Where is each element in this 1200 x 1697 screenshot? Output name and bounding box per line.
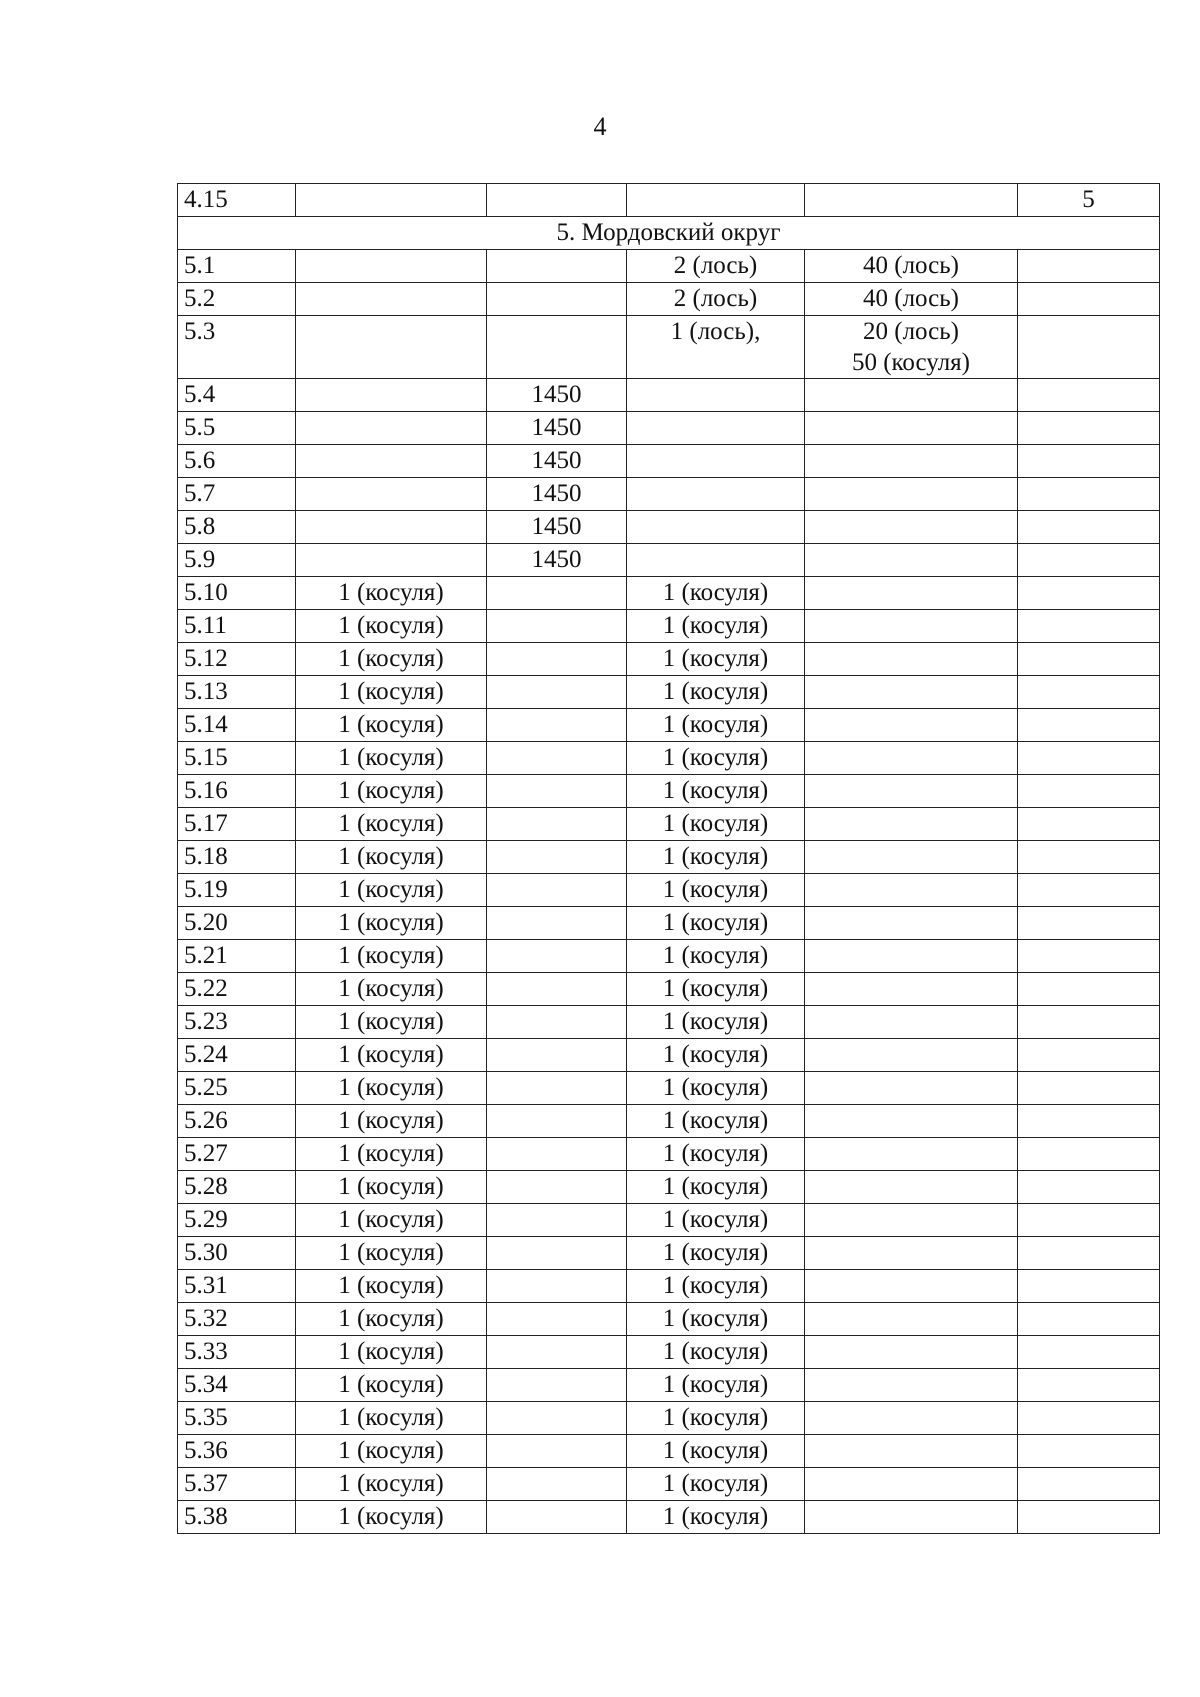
table-cell [627, 511, 805, 544]
row-number-cell: 5.27 [178, 1138, 296, 1171]
table-cell [487, 907, 627, 940]
table-cell [487, 973, 627, 1006]
table-row [178, 1303, 1160, 1336]
table-cell: 1 (косуля) [627, 709, 805, 742]
table-cell [805, 544, 1018, 577]
table-cell [487, 1138, 627, 1171]
table-cell [487, 610, 627, 643]
row-number-cell: 5.14 [178, 709, 296, 742]
table-cell: 1 (косуля) [627, 1138, 805, 1171]
table-cell: 1 (косуля) [627, 940, 805, 973]
table-cell: 1 (косуля) [296, 907, 487, 940]
table-cell [296, 544, 487, 577]
table-row [178, 610, 1160, 643]
table-cell [805, 1204, 1018, 1237]
table-cell: 20 (лось) 50 (косуля) [805, 316, 1018, 379]
table-cell [1018, 973, 1160, 1006]
table-row [178, 1039, 1160, 1072]
section-header-row [178, 217, 1160, 250]
table-cell [487, 775, 627, 808]
table-row [178, 1006, 1160, 1039]
row-number-cell: 5.21 [178, 940, 296, 973]
table-cell [487, 874, 627, 907]
data-table [177, 183, 1160, 1534]
table-cell: 1 (косуля) [296, 874, 487, 907]
table-cell: 1 (косуля) [627, 1501, 805, 1534]
row-number-cell: 5.6 [178, 445, 296, 478]
table-cell [1018, 610, 1160, 643]
table-cell [805, 808, 1018, 841]
table-row [178, 544, 1160, 577]
table-cell: 5 [1018, 184, 1160, 217]
row-number-cell: 5.19 [178, 874, 296, 907]
table-cell: 1 (косуля) [296, 676, 487, 709]
table-cell [487, 808, 627, 841]
table-cell: 1 (косуля) [627, 1171, 805, 1204]
row-number-cell: 5.17 [178, 808, 296, 841]
table-row [178, 1270, 1160, 1303]
table-cell [805, 742, 1018, 775]
table-cell: 1450 [487, 511, 627, 544]
table-cell [487, 316, 627, 379]
table-cell: 1 (косуля) [627, 874, 805, 907]
table-cell [805, 1039, 1018, 1072]
table-row [178, 412, 1160, 445]
table-cell [805, 1369, 1018, 1402]
table-cell [487, 1303, 627, 1336]
row-number-cell: 5.16 [178, 775, 296, 808]
table-cell [296, 478, 487, 511]
table-cell [627, 379, 805, 412]
table-row [178, 316, 1160, 379]
table-row [178, 1204, 1160, 1237]
table-cell: 1 (косуля) [627, 1204, 805, 1237]
table-cell [1018, 379, 1160, 412]
table-row [178, 478, 1160, 511]
table-cell [805, 1171, 1018, 1204]
table-cell: 1 (косуля) [627, 1072, 805, 1105]
table-cell [487, 1171, 627, 1204]
page-number: 4 [593, 112, 607, 141]
table-row [178, 1105, 1160, 1138]
table-cell: 1 (косуля) [627, 907, 805, 940]
table-row [178, 577, 1160, 610]
table-cell [1018, 283, 1160, 316]
table-row [178, 250, 1160, 283]
table-row [178, 1072, 1160, 1105]
table-cell: 1 (косуля) [627, 1402, 805, 1435]
table-cell: 1 (косуля) [296, 940, 487, 973]
table-cell [487, 1006, 627, 1039]
row-number-cell: 5.2 [178, 283, 296, 316]
table-row [178, 907, 1160, 940]
table-cell: 40 (лось) [805, 250, 1018, 283]
table-cell [1018, 478, 1160, 511]
row-number-cell: 5.24 [178, 1039, 296, 1072]
table-cell [1018, 1435, 1160, 1468]
table-cell [1018, 1369, 1160, 1402]
table-cell [1018, 445, 1160, 478]
table-cell [487, 709, 627, 742]
table-cell [1018, 874, 1160, 907]
table-cell: 1 (косуля) [627, 676, 805, 709]
table-cell [1018, 940, 1160, 973]
table-cell: 1 (косуля) [296, 709, 487, 742]
table-cell: 1 (косуля) [296, 1072, 487, 1105]
table-cell [627, 184, 805, 217]
table-cell: 1 (косуля) [296, 1501, 487, 1534]
table-cell: 1 (косуля) [627, 610, 805, 643]
table-cell: 1 (косуля) [627, 841, 805, 874]
row-number-cell: 5.18 [178, 841, 296, 874]
table-cell: 1 (косуля) [296, 775, 487, 808]
table-cell: 1 (косуля) [296, 742, 487, 775]
row-number-cell: 5.34 [178, 1369, 296, 1402]
table-cell [1018, 544, 1160, 577]
table-row [178, 1171, 1160, 1204]
table-cell [1018, 1171, 1160, 1204]
table-row [178, 742, 1160, 775]
row-number-cell: 5.26 [178, 1105, 296, 1138]
table-cell: 1 (косуля) [296, 973, 487, 1006]
table-cell: 1450 [487, 544, 627, 577]
table-cell [805, 1138, 1018, 1171]
row-number-cell: 5.37 [178, 1468, 296, 1501]
table-row [178, 1468, 1160, 1501]
table-cell [487, 184, 627, 217]
table-cell [1018, 1039, 1160, 1072]
table-cell [805, 775, 1018, 808]
table-cell [805, 610, 1018, 643]
table-cell: 1 (косуля) [627, 577, 805, 610]
table-row [178, 1501, 1160, 1534]
row-number-cell: 5.7 [178, 478, 296, 511]
row-number-cell: 5.33 [178, 1336, 296, 1369]
table-cell: 1 (косуля) [627, 1006, 805, 1039]
table-cell [1018, 511, 1160, 544]
table-row [178, 676, 1160, 709]
table-cell: 1 (косуля) [627, 1105, 805, 1138]
table-cell [805, 577, 1018, 610]
table-row [178, 775, 1160, 808]
table-row [178, 709, 1160, 742]
table-cell [805, 1270, 1018, 1303]
table-cell [1018, 1468, 1160, 1501]
table-cell: 1450 [487, 445, 627, 478]
table-cell: 2 (лось) [627, 283, 805, 316]
table-cell: 1 (косуля) [296, 1303, 487, 1336]
table-row [178, 841, 1160, 874]
table-cell: 1 (косуля) [627, 1468, 805, 1501]
table-cell [1018, 1336, 1160, 1369]
table-cell: 1 (косуля) [296, 1468, 487, 1501]
table-cell: 1 (косуля) [627, 1270, 805, 1303]
row-number-cell: 5.10 [178, 577, 296, 610]
table-cell [1018, 250, 1160, 283]
table-cell [1018, 643, 1160, 676]
table-cell [1018, 742, 1160, 775]
table-cell [487, 1501, 627, 1534]
table-cell [1018, 1237, 1160, 1270]
table-row [178, 1336, 1160, 1369]
table-cell [1018, 1270, 1160, 1303]
table-row [178, 379, 1160, 412]
table-cell [1018, 1072, 1160, 1105]
table-cell [487, 1402, 627, 1435]
table-cell: 1 (косуля) [627, 1369, 805, 1402]
table-cell [487, 1072, 627, 1105]
table-cell: 1 (косуля) [296, 643, 487, 676]
table-row [178, 283, 1160, 316]
row-number-cell: 5.11 [178, 610, 296, 643]
row-number-cell: 5.31 [178, 1270, 296, 1303]
table-cell [805, 184, 1018, 217]
table-cell [805, 1468, 1018, 1501]
row-number-cell: 5.38 [178, 1501, 296, 1534]
table-cell: 1 (косуля) [296, 610, 487, 643]
table-cell [805, 1501, 1018, 1534]
table-cell [805, 1006, 1018, 1039]
table-cell: 1 (косуля) [296, 1039, 487, 1072]
table-cell [487, 1435, 627, 1468]
table-cell [487, 940, 627, 973]
row-number-cell: 5.30 [178, 1237, 296, 1270]
row-number-cell: 5.29 [178, 1204, 296, 1237]
table-cell [805, 1072, 1018, 1105]
table-cell: 1 (косуля) [296, 1369, 487, 1402]
row-number-cell: 5.25 [178, 1072, 296, 1105]
table-cell [627, 544, 805, 577]
table-cell [1018, 316, 1160, 379]
table-cell [296, 184, 487, 217]
row-number-cell: 5.12 [178, 643, 296, 676]
row-number-cell: 5.4 [178, 379, 296, 412]
table-cell [1018, 1006, 1160, 1039]
row-number-cell: 5.8 [178, 511, 296, 544]
table-cell: 1 (косуля) [627, 808, 805, 841]
table-cell [627, 412, 805, 445]
table-cell [627, 478, 805, 511]
row-number-cell: 5.5 [178, 412, 296, 445]
table-row [178, 1138, 1160, 1171]
table-cell [805, 1336, 1018, 1369]
row-number-cell: 4.15 [178, 184, 296, 217]
table-cell [805, 445, 1018, 478]
table-cell [487, 1105, 627, 1138]
table-cell [627, 445, 805, 478]
table-cell: 1 (косуля) [296, 1270, 487, 1303]
row-number-cell: 5.20 [178, 907, 296, 940]
table-cell: 1 (косуля) [627, 1039, 805, 1072]
table-cell [1018, 1402, 1160, 1435]
table-cell: 1 (косуля) [296, 1006, 487, 1039]
table-cell [487, 841, 627, 874]
table-cell [1018, 841, 1160, 874]
table-row [178, 643, 1160, 676]
table-cell [487, 1468, 627, 1501]
table-row [178, 808, 1160, 841]
table-cell: 1 (косуля) [627, 1336, 805, 1369]
table-cell: 1 (косуля) [627, 1303, 805, 1336]
table-cell [1018, 577, 1160, 610]
table-row [178, 511, 1160, 544]
table-cell [805, 1303, 1018, 1336]
table-cell [296, 445, 487, 478]
table-cell [805, 1105, 1018, 1138]
table-cell [1018, 907, 1160, 940]
table-body [178, 184, 1160, 1534]
table-cell [487, 1204, 627, 1237]
table-cell [296, 511, 487, 544]
table-row [178, 1402, 1160, 1435]
table-cell: 1450 [487, 412, 627, 445]
table-cell: 1 (косуля) [296, 1402, 487, 1435]
table-cell [487, 250, 627, 283]
table-cell: 1 (косуля) [296, 1336, 487, 1369]
table-cell [805, 412, 1018, 445]
table-cell [487, 1237, 627, 1270]
table-cell [1018, 676, 1160, 709]
table-cell [487, 742, 627, 775]
table-cell: 1 (косуля) [296, 1237, 487, 1270]
table-cell [805, 511, 1018, 544]
table-cell [296, 412, 487, 445]
section-title: 5. Мордовский округ [178, 217, 1160, 250]
table-cell: 1 (косуля) [296, 577, 487, 610]
table-row [178, 940, 1160, 973]
table-row [178, 1237, 1160, 1270]
table-cell: 1 (косуля) [627, 1237, 805, 1270]
row-number-cell: 5.32 [178, 1303, 296, 1336]
row-number-cell: 5.36 [178, 1435, 296, 1468]
table-cell: 1 (косуля) [627, 973, 805, 1006]
table-cell: 1 (косуля) [296, 1138, 487, 1171]
table-cell [1018, 1501, 1160, 1534]
table-cell [805, 1237, 1018, 1270]
table-cell [805, 973, 1018, 1006]
row-number-cell: 5.13 [178, 676, 296, 709]
table-cell [487, 283, 627, 316]
table-cell [805, 478, 1018, 511]
row-number-cell: 5.28 [178, 1171, 296, 1204]
table-cell [805, 676, 1018, 709]
table-cell [487, 676, 627, 709]
table-cell: 1 (косуля) [627, 742, 805, 775]
table-cell [487, 1270, 627, 1303]
row-number-cell: 5.9 [178, 544, 296, 577]
table-row [178, 445, 1160, 478]
table-cell: 1 (косуля) [296, 1105, 487, 1138]
table-cell [487, 1369, 627, 1402]
table-cell: 1 (косуля) [627, 1435, 805, 1468]
table-cell [805, 643, 1018, 676]
table-cell: 1 (косуля) [296, 808, 487, 841]
row-number-cell: 5.23 [178, 1006, 296, 1039]
table-cell [805, 709, 1018, 742]
row-number-cell: 5.15 [178, 742, 296, 775]
table-cell: 1 (косуля) [627, 643, 805, 676]
table-cell [805, 1435, 1018, 1468]
table-row [178, 973, 1160, 1006]
table-row [178, 1369, 1160, 1402]
table-cell [805, 907, 1018, 940]
table-cell: 40 (лось) [805, 283, 1018, 316]
table-cell [487, 643, 627, 676]
table-cell [1018, 709, 1160, 742]
table-row [178, 874, 1160, 907]
table-cell [487, 1336, 627, 1369]
table-cell: 1 (косуля) [627, 775, 805, 808]
row-number-cell: 5.35 [178, 1402, 296, 1435]
table-cell [805, 874, 1018, 907]
table-cell [1018, 1303, 1160, 1336]
table-cell [805, 379, 1018, 412]
table-cell [296, 379, 487, 412]
table-cell [805, 940, 1018, 973]
table-cell [1018, 775, 1160, 808]
table-cell [296, 283, 487, 316]
table-cell [487, 1039, 627, 1072]
row-number-cell: 5.3 [178, 316, 296, 379]
table-cell [1018, 1204, 1160, 1237]
table-cell [296, 316, 487, 379]
row-number-cell: 5.1 [178, 250, 296, 283]
table-cell [1018, 808, 1160, 841]
table-cell [487, 577, 627, 610]
table-cell [296, 250, 487, 283]
table-cell: 1 (косуля) [296, 1171, 487, 1204]
table-cell: 1 (косуля) [296, 1435, 487, 1468]
table-cell [805, 1402, 1018, 1435]
row-number-cell: 5.22 [178, 973, 296, 1006]
table-cell [1018, 1105, 1160, 1138]
table-cell [1018, 412, 1160, 445]
table-cell [805, 841, 1018, 874]
table-cell: 2 (лось) [627, 250, 805, 283]
table-cell: 1 (косуля) [296, 1204, 487, 1237]
table-row [178, 1435, 1160, 1468]
table-cell: 1 (лось), [627, 316, 805, 379]
table-row [178, 184, 1160, 217]
table-cell: 1 (косуля) [296, 841, 487, 874]
table-cell: 1450 [487, 379, 627, 412]
table-cell: 1450 [487, 478, 627, 511]
table-cell [1018, 1138, 1160, 1171]
